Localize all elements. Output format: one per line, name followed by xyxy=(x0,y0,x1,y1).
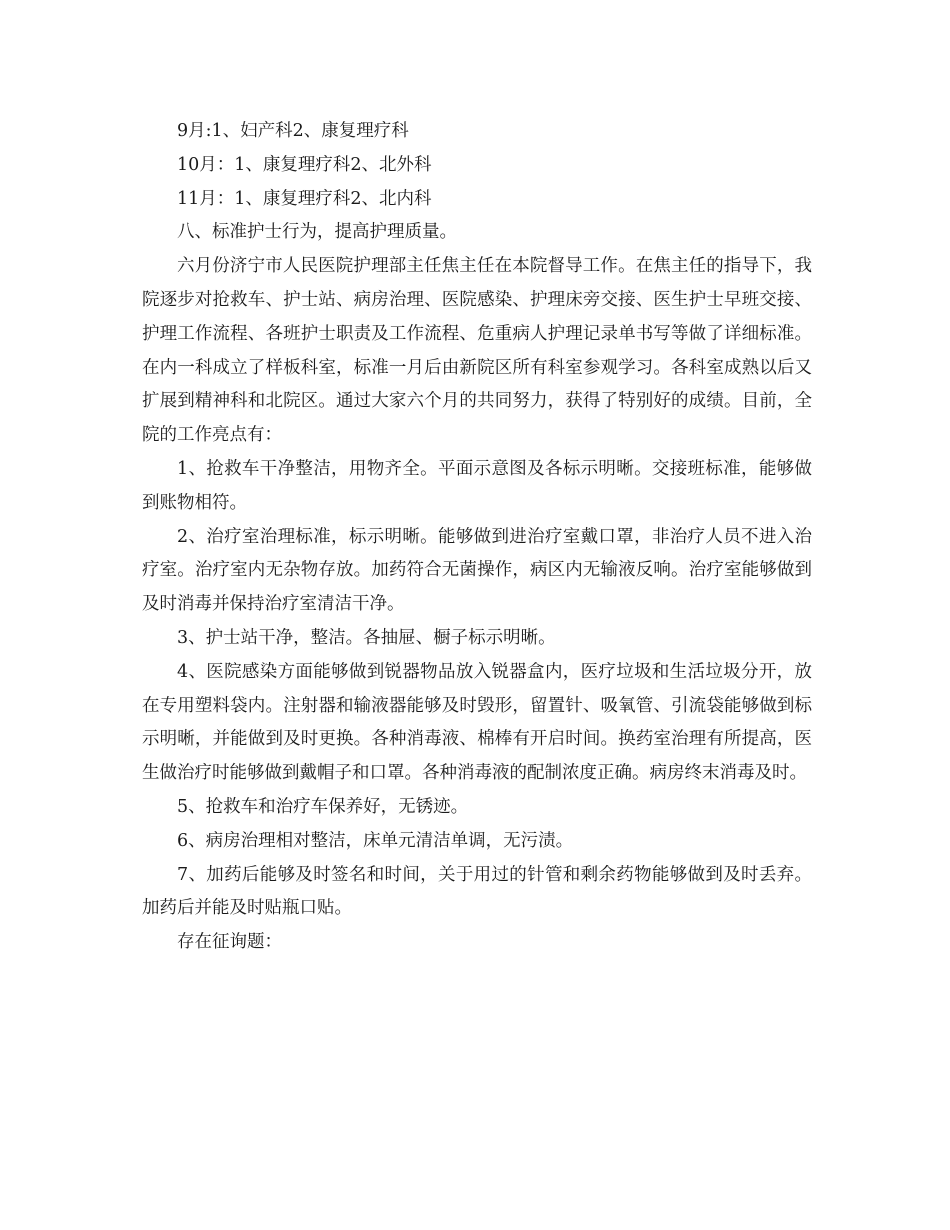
paragraph-intro: 六月份济宁市人民医院护理部主任焦主任在本院督导工作。在焦主任的指导下，我院逐步对抢救车、护士站、病房治理、医院感染、护理床旁交接、医生护士早班交接、护理工作流程、各班护士职责及工作流程、危重病人护理记录单书写等做了详细标准。在内一科成立了样板科室，标准一月后由新院区所有科室参观学习。各科室成熟以后又扩展到精神科和北院区。通过大家六个月的共同努力，获得了特别好的成绩。目前，全院的工作亮点有： xyxy=(142,256,812,446)
paragraph-schedule-sep: 9月:1、妇产科2、康复理疗科 xyxy=(177,121,409,141)
document-body xyxy=(142,115,812,960)
paragraph-schedule-oct: 10月：1、康复理疗科2、北外科 xyxy=(177,154,432,175)
list-item: 7、加药后能够及时签名和时间，关于用过的针管和剩余药物能够做到及时丢弃。加药后并能及时贴瓶口贴。 xyxy=(142,864,812,919)
list-item: 2、治疗室治理标准，标示明晰。能够做到进治疗室戴口罩，非治疗人员不进入治疗室。治疗室内无杂物存放。加药符合无菌操作，病区内无输液反响。治疗室能够做到及时消毒并保持治疗室清洁干净。 xyxy=(142,526,812,615)
list-item: 4、医院感染方面能够做到锐器物品放入锐器盒内，医疗垃圾和生活垃圾分开，放在专用塑料袋内。注射器和输液器能够及时毁形，留置针、吸氧管、引流袋能够做到标示明晰，并能做到及时更换。各种消毒液、棉棒有开启时间。换药室治理有所提高，医生做治疗时能够做到戴帽子和口罩。各种消毒液的配制浓度正确。病房终末消毒及时。 xyxy=(142,661,812,784)
list-item: 1、抢救车干净整洁，用物齐全。平面示意图及各标示明晰。交接班标准，能够做到账物相符。 xyxy=(142,458,812,513)
list-item: 6、病房治理相对整洁，床单元清洁单调，无污渍。 xyxy=(177,830,574,851)
paragraph-issues-heading: 存在征询题： xyxy=(177,932,282,953)
list-item: 5、抢救车和治疗车保养好，无锈迹。 xyxy=(177,796,469,817)
list-item: 3、护士站干净，整洁。各抽屉、橱子标示明晰。 xyxy=(177,627,556,648)
paragraph-schedule-nov: 11月：1、康复理疗科2、北内科 xyxy=(177,188,432,209)
section-heading: 八、标准护士行为，提高护理质量。 xyxy=(177,222,457,243)
